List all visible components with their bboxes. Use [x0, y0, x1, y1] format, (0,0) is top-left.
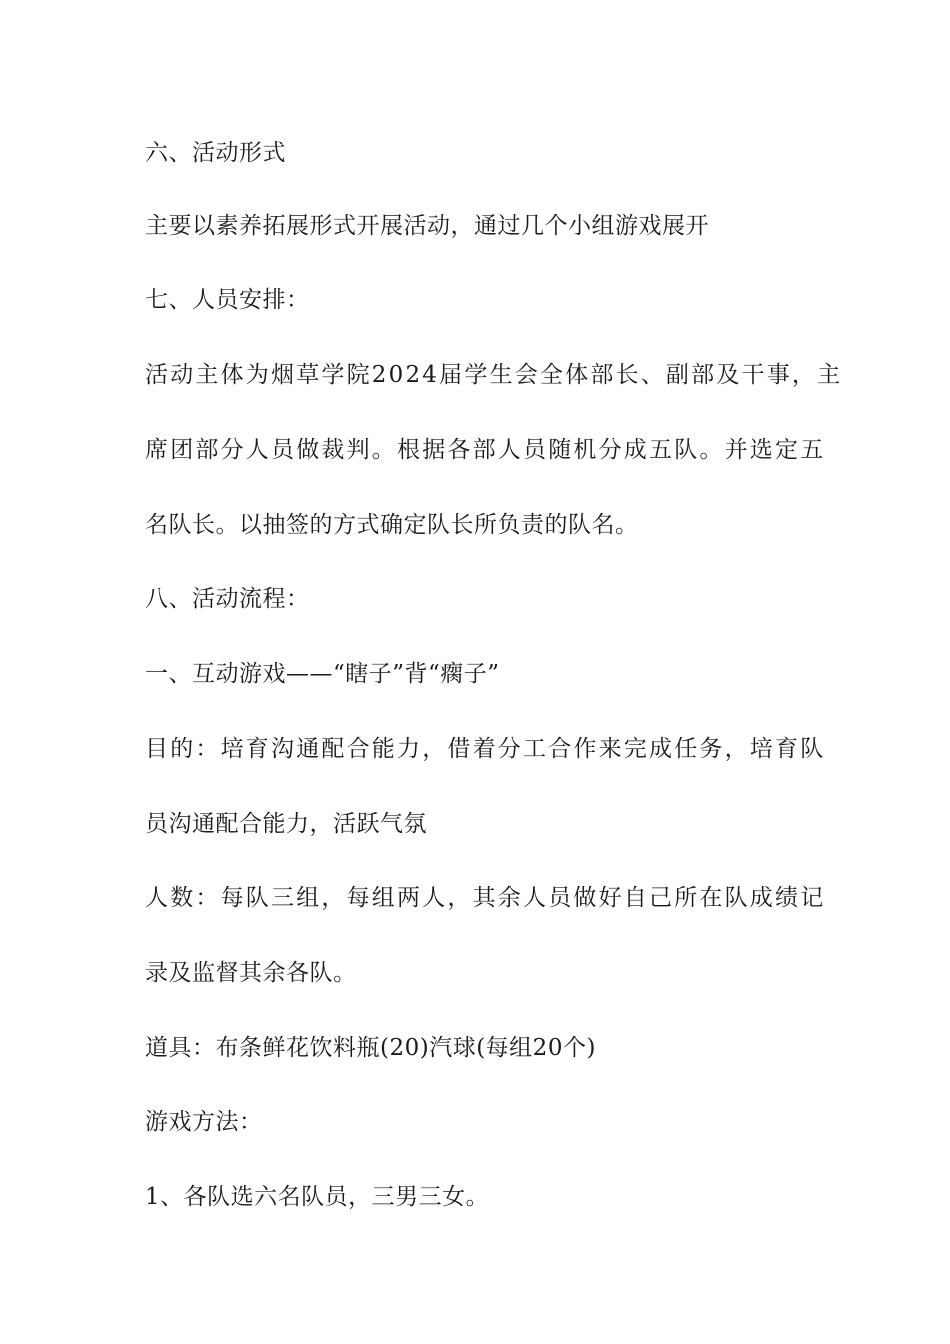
list-item-method-1: 1、各队选六名队员，三男三女。 [145, 1184, 490, 1210]
paragraph-activity-form: 主要以素养拓展形式开展活动，通过几个小组游戏展开 [145, 213, 709, 239]
paragraph-purpose-line-1: 目的：培育沟通配合能力，借着分工合作来完成任务，培育队 [145, 736, 826, 762]
section-heading-staffing: 七、人员安排： [145, 287, 310, 313]
paragraph-staffing-line-2: 席团部分人员做裁判。根据各部人员随机分成五队。并选定五 [145, 437, 826, 463]
paragraph-headcount-line-2: 录及监督其余各队。 [145, 960, 357, 986]
paragraph-staffing-line-1: 活动主体为烟草学院2024届学生会全体部长、副部及干事，主 [145, 362, 843, 388]
paragraph-staffing-line-3: 名队长。以抽签的方式确定队长所负责的队名。 [145, 512, 639, 538]
paragraph-headcount-line-1: 人数：每队三组，每组两人，其余人员做好自己所在队成绩记 [145, 885, 826, 911]
paragraph-props: 道具：布条鲜花饮料瓶(20)汽球(每组20个) [145, 1035, 596, 1061]
section-heading-process: 八、活动流程： [145, 586, 310, 612]
heading-game-method: 游戏方法： [145, 1109, 263, 1135]
section-heading-activity-form: 六、活动形式 [145, 140, 286, 166]
paragraph-purpose-line-2: 员沟通配合能力，活跃气氛 [145, 811, 427, 837]
subheading-game-one: 一、互动游戏——“瞎子”背“瘸子” [145, 661, 500, 687]
